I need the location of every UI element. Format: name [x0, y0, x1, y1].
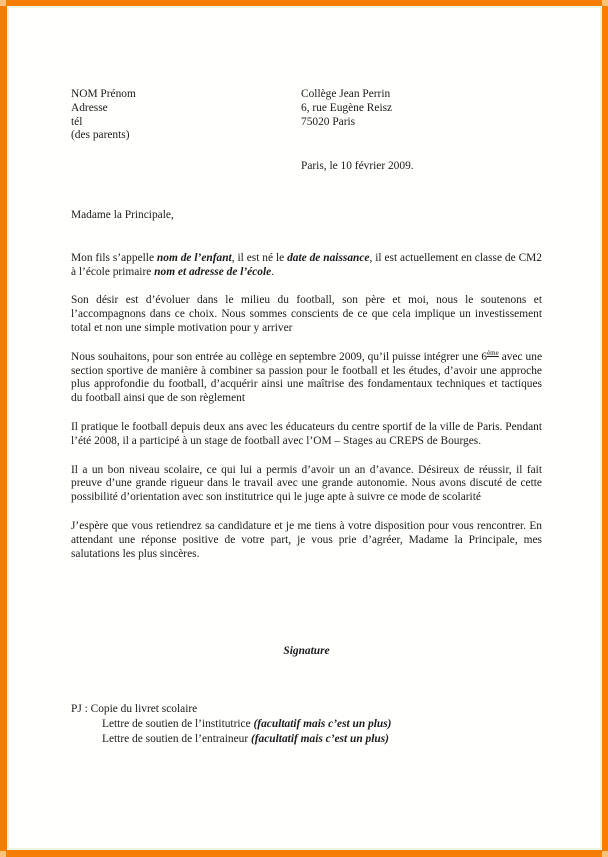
salutation: Madame la Principale,: [71, 208, 174, 221]
paragraph-experience: Il pratique le football depuis deux ans avec les éducateurs du centre sportif de la ville de Paris. Pendant l’été 2008, il a participé à un stage de football avec l’OM – Stages au CREPS de Bourges.: [71, 420, 542, 447]
letter-header: [71, 88, 542, 143]
corner-mark: [0, 851, 6, 857]
recipient-block: Collège Jean Perrin 6, rue Eugène Reisz 75020 Paris: [301, 88, 393, 128]
attachments-intro: PJ : Copie du livret scolaire: [71, 703, 198, 716]
corner-mark: [602, 851, 608, 857]
paragraph-closing: J’espère que vous retiendrez sa candidature et je me tiens à votre disposition pour vous rencontrer. En attendant une réponse positive de votre part, je vous prie d’agréer, Madame la Principale, mes salutations les plus sincères.: [71, 519, 542, 560]
sender-block: NOM Prénom Adresse tél (des parents): [71, 88, 136, 142]
corner-mark: [0, 0, 6, 6]
attachment-item: Lettre de soutien de l’institutrice (facultatif mais c’est un plus): [102, 718, 392, 731]
attachments-block: [71, 702, 542, 747]
paragraph-school-level: Il a un bon niveau scolaire, ce qui lui a permis d’avoir un an d’avance. Désireux de réussir, il fait preuve d’une grande rigueur dans le travail avec une grande autonomie. Nous avons discuté de cette possibilité d’orientation avec son institutrice qui le juge apte à suivre ce mode de scolarité: [71, 463, 542, 504]
date-line: Paris, le 10 février 2009.: [301, 160, 414, 173]
attachment-item: Lettre de soutien de l’entraineur (facultatif mais c’est un plus): [102, 733, 389, 746]
signature-placeholder: Signature: [283, 645, 330, 658]
paragraph-motivation: Son désir est d’évoluer dans le milieu du football, son père et moi, nous le soutenons et l’accompagnons dans ce choix. Nous sommes conscients de ce que cela implique un investissement total et non une simple motivation pour y arriver: [71, 294, 542, 334]
letter-body: [71, 252, 542, 562]
letter-page: [7, 6, 602, 850]
paragraph-request: Nous souhaitons, pour son entrée au collège en septembre 2009, qu’il puisse intégrer une 6ème avec une section sportive de manière à combiner sa passion pour le football et les études, d’avoir une approche plus approfondie du football, d’acquérir ainsi une maîtrise des fondamentaux techniques et tactiques du football ainsi que de son règlement: [71, 348, 542, 405]
paragraph-child-intro: Mon fils s’appelle nom de l’enfant, il est né le date de naissance, il est actuellement en classe de CM2 à l’école primaire nom et adresse de l’école.: [71, 251, 542, 278]
corner-mark: [602, 0, 608, 6]
